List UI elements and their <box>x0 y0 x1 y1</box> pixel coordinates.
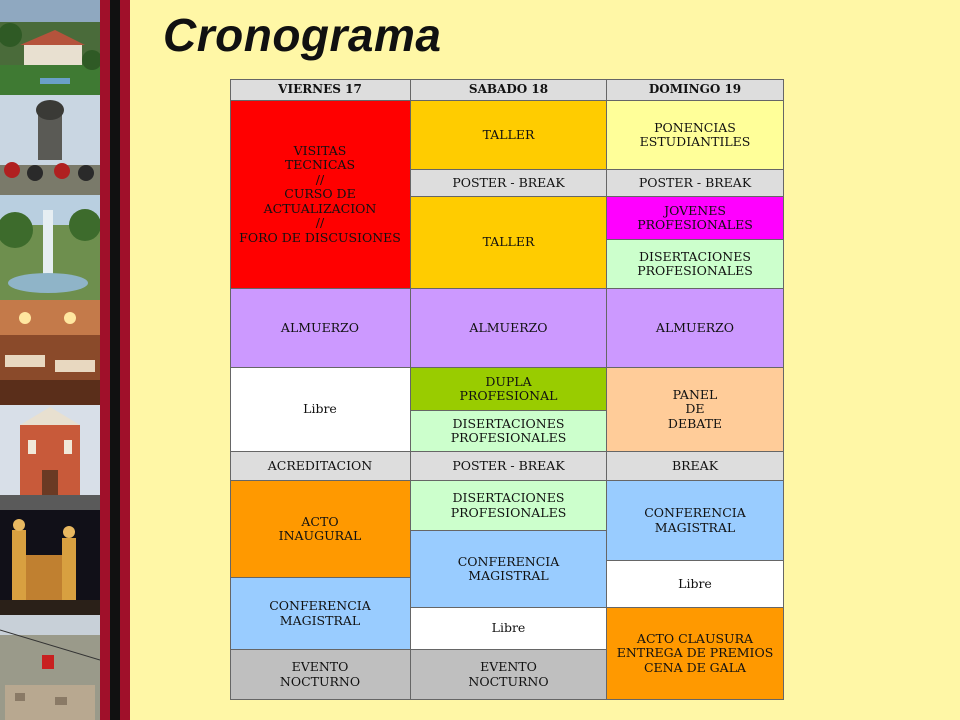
cell-poster-break-sabado-2: POSTER - BREAK <box>411 452 607 481</box>
schedule-table <box>230 79 784 700</box>
header-domingo: DOMINGO 19 <box>607 79 784 101</box>
cell-libre-viernes: Libre <box>230 368 411 452</box>
cell-evento-sabado: EVENTO NOCTURNO <box>411 650 607 700</box>
cell-disertaciones-domingo: DISERTACIONES PROFESIONALES <box>607 240 784 289</box>
cell-break-domingo: BREAK <box>607 452 784 481</box>
cell-jovenes-profesionales: JOVENES PROFESIONALES <box>607 197 784 240</box>
cell-taller-2: TALLER <box>411 197 607 289</box>
photo-strip <box>0 0 100 720</box>
cell-acreditacion: ACREDITACION <box>230 452 411 481</box>
cell-acto-clausura: ACTO CLAUSURA ENTREGA DE PREMIOS CENA DE GALA <box>607 608 784 700</box>
cell-libre-domingo: Libre <box>607 561 784 608</box>
cell-poster-break-sabado-1: POSTER - BREAK <box>411 170 607 197</box>
cell-dupla-profesional: DUPLA PROFESIONAL <box>411 368 607 411</box>
cell-conferencia-viernes: CONFERENCIA MAGISTRAL <box>230 578 411 650</box>
cell-conferencia-sabado: CONFERENCIA MAGISTRAL <box>411 531 607 608</box>
cell-panel-debate: PANEL DE DEBATE <box>607 368 784 452</box>
cell-taller-1: TALLER <box>411 101 607 170</box>
cell-disertaciones-sabado-1: DISERTACIONES PROFESIONALES <box>411 411 607 452</box>
fountain-park-photo <box>0 195 100 300</box>
black-stripe <box>110 0 120 720</box>
church-facade-photo <box>0 405 100 510</box>
cell-libre-sabado: Libre <box>411 608 607 650</box>
cell-disertaciones-sabado-2: DISERTACIONES PROFESIONALES <box>411 481 607 531</box>
cell-almuerzo-sabado: ALMUERZO <box>411 289 607 368</box>
cell-almuerzo-viernes: ALMUERZO <box>230 289 411 368</box>
header-viernes: VIERNES 17 <box>230 79 411 101</box>
cell-visitas-tecnicas: VISITAS TECNICAS // CURSO DE ACTUALIZACION // FORO DE DISCUSIONES <box>230 101 411 289</box>
cell-evento-viernes: EVENTO NOCTURNO <box>230 650 411 700</box>
cell-almuerzo-domingo: ALMUERZO <box>607 289 784 368</box>
red-stripe <box>100 0 110 720</box>
restaurant-interior-photo <box>0 300 100 405</box>
cell-poster-break-domingo: POSTER - BREAK <box>607 170 784 197</box>
cell-acto-inaugural: ACTO INAUGURAL <box>230 481 411 578</box>
garden-estate-photo <box>0 0 100 95</box>
page-title: Cronograma <box>163 9 442 61</box>
equestrian-monument-photo <box>0 95 100 195</box>
cable-car-city-photo <box>0 615 100 720</box>
red-stripe-inner <box>120 0 130 720</box>
cell-conferencia-domingo: CONFERENCIA MAGISTRAL <box>607 481 784 561</box>
cell-ponencias-estudiantiles: PONENCIAS ESTUDIANTILES <box>607 101 784 170</box>
header-sabado: SABADO 18 <box>411 79 607 101</box>
cathedral-night-photo <box>0 510 100 615</box>
